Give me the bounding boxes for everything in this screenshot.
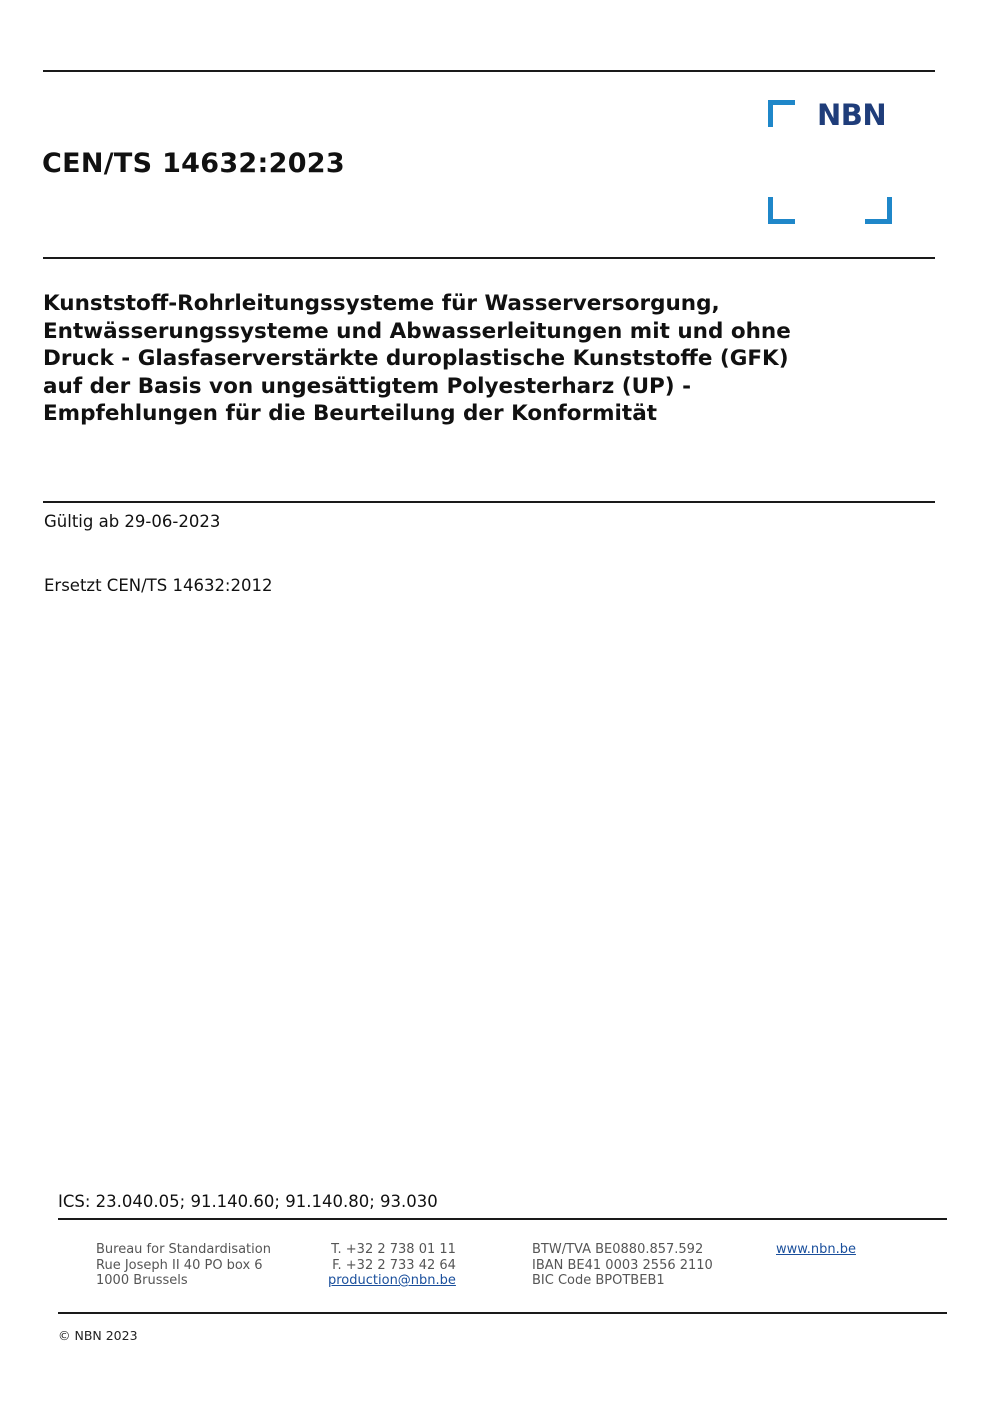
replaces-standard: Ersetzt CEN/TS 14632:2012 [44,576,273,595]
logo-corner-top-left [768,100,795,127]
title-divider [43,501,935,503]
bic-code: BIC Code BPOTBEB1 [532,1273,665,1288]
document-number: CEN/TS 14632:2023 [42,148,345,179]
footer-bank [532,1242,713,1289]
iban: IBAN BE41 0003 2556 2110 [532,1257,713,1273]
phone-number: T. +32 2 738 01 11 [331,1242,456,1257]
address-line: 1000 Brussels [96,1273,188,1288]
footer-address [96,1242,271,1289]
ics-codes: ICS: 23.040.05; 91.140.60; 91.140.80; 93.030 [58,1192,438,1211]
valid-from-date: Gültig ab 29-06-2023 [44,512,221,531]
copyright: © NBN 2023 [58,1328,138,1343]
footer-contact [328,1242,456,1289]
fax-number: F. +32 2 733 42 64 [332,1257,456,1273]
logo-text: NBN [817,98,887,132]
footer-web [776,1242,856,1258]
address-line: Rue Joseph II 40 PO box 6 [96,1257,263,1273]
logo-corner-bottom-right [865,197,892,224]
document-title [43,290,943,428]
footer-bottom-divider [58,1312,947,1314]
header-divider [43,257,935,259]
vat-number: BTW/TVA BE0880.857.592 [532,1242,704,1257]
footer-top-divider [58,1218,947,1220]
website-link[interactable]: www.nbn.be [776,1242,856,1257]
title-line: Druck - Glasfaserverstärkte duroplastische Kunststoffe (GFK) [43,346,789,371]
logo-corner-bottom-left [768,197,795,224]
address-line: Bureau for Standardisation [96,1242,271,1257]
title-line: Empfehlungen für die Beurteilung der Konformität [43,401,657,426]
title-line: auf der Basis von ungesättigtem Polyesterharz (UP) - [43,373,692,399]
title-line: Kunststoff-Rohrleitungssysteme für Wasserversorgung, [43,291,720,316]
nbn-logo [768,100,892,224]
email-link[interactable]: production@nbn.be [328,1273,456,1288]
title-line: Entwässerungssysteme und Abwasserleitungen mit und ohne [43,318,791,344]
top-divider [43,70,935,72]
